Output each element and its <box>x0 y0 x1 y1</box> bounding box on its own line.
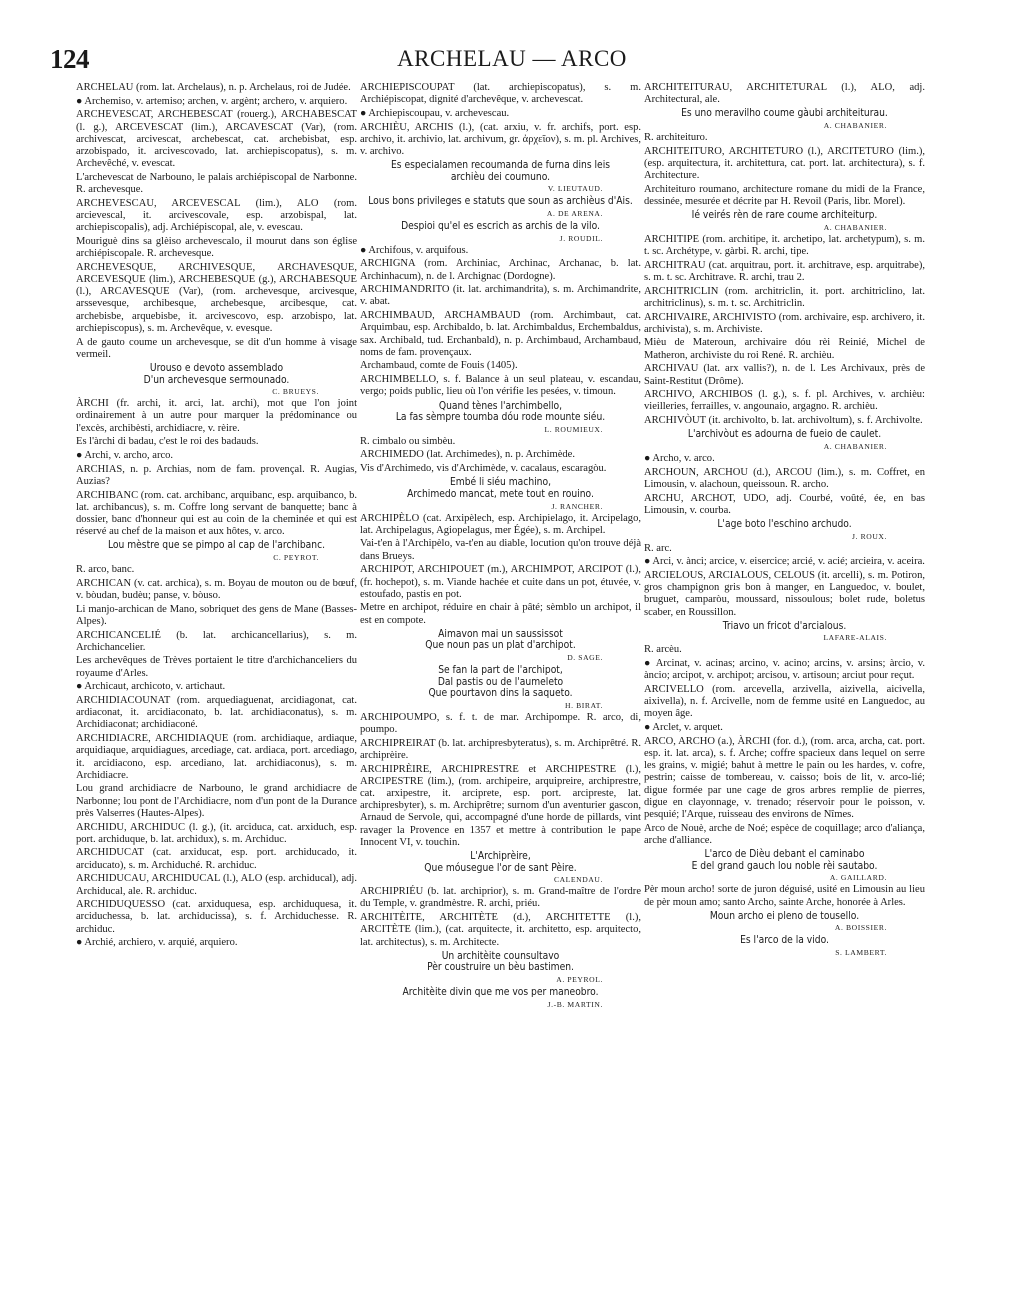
running-head: ARCHELAU — ARCO <box>397 46 627 71</box>
dictionary-entry: ARCHIVAIRE, ARCHIVISTO (rom. archivaire, esp. archivero, it. archivista), s. m. Archiviste. <box>644 311 925 335</box>
quotation-verse: Se fan la part de l'archipot, Dal pastis ou de l'aumeleto Que pourtavon dins la saqueto. <box>428 665 573 700</box>
dictionary-entry: Lou grand archidiacre de Narbouno, le grand archidiacre de Narbonne; lou pont de l'Archidiacre, nom d'un pont de la Durance près Valserres (Hautes-Alpes). <box>76 783 357 819</box>
quotation-author: A. GAILLARD. <box>829 873 887 883</box>
dictionary-entry: ARCO, ARCHO (a.), ÀRCHI (for. d.), (rom. arca, archa, cat. port. esp. it. lat. arca), s. f. Arche; coffre spacieux dans lequel on serre les grains, v. migié; bahut à mettre le pain ou les hardes, v. cofre, pestrin; caisse de tombereau, v. caisso; bois de lit, v. arco-lié; digue formée par une cage de gros arbres remplie de pierres, digue en clayonnage, v. trenado; réservoir pour le poisson, v. pesquié; l'Arque, ruisseau des environs de Nîmes. <box>644 735 925 821</box>
dictionary-entry: Metre en archipot, réduire en chair à pâté; sèmblo un archipot, il est en compote. <box>360 602 641 626</box>
quotation-verse: Embé li siéu machino, Archimedo mancat, mete tout en rouino. <box>407 477 594 500</box>
quotation-verse: Lou mèstre que se pimpo al cap de l'archibanc. <box>107 540 326 552</box>
quotation-author: J. ROUDIL. <box>559 233 603 243</box>
dictionary-entry: ● Archicaut, archicoto, v. artichaut. <box>76 681 226 693</box>
dictionary-entry: ARCHIMEDO (lat. Archimedes), n. p. Archimède. <box>360 449 575 461</box>
dictionary-entry: ARCHIEPISCOUPAT (lat. archiepiscopatus), s. m. Archiépiscopat, dignité d'archevêque, v. archevescat. <box>360 82 641 106</box>
dictionary-entry: Archambaud, comte de Fouis (1405). <box>360 360 518 372</box>
dictionary-entry: ● Arcinat, v. acinas; arcino, v. acino; arcins, v. arsins; àrcio, v. àncio; arcipot, v. archipot; arcisou, v. artisoun; arciut pour reçut. <box>644 658 925 682</box>
dictionary-entry: ARCHIAS, n. p. Archias, nom de fam. provençal. R. Augias, Auzias? <box>76 463 357 487</box>
dictionary-entry: ÀRCHI (fr. archi, it. arci, lat. archi), mot que l'on joint ordinairement à un autre pour marquer la prédominance ou l'excès, archibèsti, archidiacre, v. rèire. <box>76 398 357 434</box>
dictionary-entry: ● Archiepiscoupau, v. archevescau. <box>360 107 510 119</box>
dictionary-entry: R. arcèu. <box>644 644 682 656</box>
dictionary-entry: ARCHITRAU (cat. arquitrau, port. it. architrave, esp. arquitrabe), s. m. t. sc. Architrave. R. archi, trau 2. <box>644 259 925 283</box>
dictionary-entry: Vai-t'en à l'Archipèlo, va-t'en au diable, locution qu'on trouve déjà dans Brueys. <box>360 538 641 562</box>
dictionary-entry: Architeituro roumano, architecture romane du midi de la France, dessinée, mesurée et décrite par H. Revoil (Paris, libr. Morel). <box>644 183 925 208</box>
quotation-verse: Lous bons privileges e statuts que soun as archièus d'Ais. <box>368 196 633 208</box>
dictionary-entry: ARCHIVÒUT (it. archivolto, b. lat. archivoltum), s. f. Archivolte. <box>644 415 923 427</box>
dictionary-entry: ARCHIÈU, ARCHIS (l.), (cat. arxiu, v. fr. archifs, port. esp. archivo, it. archivio, lat. archivum, gr. ἀρχεῖον), s. m. pl. Archives, v. archivo. <box>360 121 641 158</box>
dictionary-entry: A de gauto coume un archevesque, se dit d'un homme à visage vermeil. <box>76 336 357 360</box>
dictionary-entry: ARCHIDU, ARCHIDUC (l. g.), (it. arciduca, cat. arxiduch, esp. port. archiduque, b. lat. archidux), s. m. Archiduc. <box>76 821 357 845</box>
quotation-author: V. LIEUTAUD. <box>547 184 603 194</box>
dictionary-entry: Mouriguè dins sa glèiso archevescalo, il mourut dans son église archiépiscopale. R. archevesque. <box>76 235 357 260</box>
quotation-author: C. PEYROT. <box>273 552 319 562</box>
quotation-verse: L'age boto l'eschino archudo. <box>717 518 852 530</box>
dictionary-entry: ARCIELOUS, ARCIALOUS, CELOUS (it. arcelli), s. m. Potiron, gros champignon gris bon à manger, en Languedoc, v. boulet, bruguet, camparòu, moussard, nissoulous; bolet rude, boletus scaber, en Roussillon. <box>644 569 925 618</box>
dictionary-entry: ARCHIPREIRAT (b. lat. archipresbyteratus), s. m. Archiprêtré. R. archiprèire. <box>360 737 641 761</box>
quotation-author: H. BIRAT. <box>565 700 603 710</box>
quotation-author: CALENDAU. <box>553 875 603 885</box>
dictionary-entry: Li manjo-archican de Mano, sobriquet des gens de Mane (Basses-Alpes). <box>76 603 357 627</box>
dictionary-entry: ARCHIPRÈIRE, ARCHIPRESTRE et ARCHIPESTRE (l.), ARCIPESTRE (lim.), (rom. archipeire, arquipreire, archiprestre, cat. arxipestre, it. arciprete, esp. port. arcipreste, lat. archipresbyter), s. m. Archiprêtre; surnom d'un aventurier gascon, Arnaud de Servole, qui, accompagné d'une horde de pillards, vint ravager la Provence en 1357 et mettre à contribution le pape Innocent VI, v. touchin. <box>360 763 641 848</box>
dictionary-entry: L'archevescat de Narbouno, le palais archiépiscopal de Narbonne. R. archevesque. <box>76 171 357 196</box>
quotation-author: L. ROUMIEUX. <box>544 424 603 434</box>
quotation-author: A. BOISSIER. <box>834 923 887 933</box>
quotation-verse: L'archivòut es adourna de fueio de caulet. <box>687 429 882 441</box>
dictionary-entry: ARCHIGNA (rom. Archiniac, Archinac, Archanac, b. lat. Archinhacum), n. de l. Archignac (Dordogne). <box>360 258 641 282</box>
dictionary-entry: ARCHIVAU (lat. arx vallis?), n. de l. Les Archivaux, près de Saint-Restitut (Drôme). <box>644 363 925 387</box>
dictionary-entry: ARCHELAU (rom. lat. Archelaus), n. p. Archelaus, roi de Judée. <box>76 82 351 93</box>
quotation-verse: Despioi qu'el es escrich as archis de la vilo. <box>401 221 600 232</box>
dictionary-entry: ● Archifous, v. arquifous. <box>360 244 469 256</box>
dictionary-entry: ARCHIDUQUESSO (cat. arxiduquesa, esp. archiduquesa, it. arciduchessa, b. lat. archiducissa), s. f. Archiduchesse. R. archiduc. <box>76 899 357 935</box>
dictionary-entry: R. cimbalo ou simbèu. <box>360 435 456 447</box>
dictionary-entry: ARCHICANCELIÉ (b. lat. archicancellarius), s. m. Archichancelier. <box>76 629 357 653</box>
quotation-verse: Es uno meravilho coume gàubi architeiturau. <box>681 108 888 120</box>
column-3 <box>644 82 925 1282</box>
quotation-verse: Quand tènes l'archimbello, La fas sèmpre toumba dóu rode mounte siéu. <box>395 400 606 424</box>
quotation-author: LAFARE-ALAIS. <box>823 633 887 643</box>
quotation-author: A. PEYROL. <box>556 974 603 984</box>
dictionary-entry: R. architeituro. <box>644 132 708 143</box>
dictionary-entry: ARCHOUN, ARCHOU (d.), ARCOU (lim.), s. m. Coffret, en Limousin, v. alachoun, queissoun. R. archo. <box>644 466 925 490</box>
quotation-verse: Ié veirés rèn de rare coume architeiturp. <box>691 210 878 222</box>
dictionary-entry: ● Arclet, v. arquet. <box>644 722 723 734</box>
dictionary-entry: Mièu de Materoun, archivaire dóu rèi Reinié, Michel de Matheron, archiviste du roi René. R. archièu. <box>644 337 925 361</box>
dictionary-entry: ARCHITEITURO, ARCHITETURO (l.), ARCITETURO (lim.), (esp. arquitectura, it. architettura, cat. port. lat. architectura), s. f. Architecture. <box>644 145 925 182</box>
quotation-verse: Moun archo ei pleno de tousello. <box>709 910 860 922</box>
quotation-verse: Es l'arco de la vido. <box>740 935 829 947</box>
dictionary-entry: ARCHITRICLIN (rom. architriclin, it. port. architriclino, lat. architriclinus), s. m. t. sc. Architriclin. <box>644 285 925 309</box>
dictionary-entry: ARCIVELLO (rom. arcevella, arzivella, aizivella, aicivella, aixivella), n. f. Arcivelle, nom de femme usité en Languedoc, au moyen âge. <box>644 683 925 720</box>
dictionary-entry: ● Archi, v. archo, arco. <box>76 449 174 461</box>
dictionary-entry: ARCHITÈITE, ARCHITÈTE (d.), ARCHITETTE (l.), ARCITÈTE (lim.), (cat. arquitecte, it. architetto, esp. arquitecto, lat. architectus), s. m. Architecte. <box>360 912 641 948</box>
dictionary-entry: ARCHIPRIÉU (b. lat. archiprior), s. m. Grand-maître de l'ordre du Temple, v. grandmèstre. R. archi, priéu. <box>360 886 641 910</box>
dictionary-entry: ARCHIMBELLO, s. f. Balance à un seul plateau, v. escandau, vergo; poids public, lieu où l'on vérifie les pesées, v. timoun. <box>360 374 641 398</box>
dictionary-entry: ARCHIBANC (rom. cat. archibanc, arquibanc, esp. arquibanco, b. lat. archibancus), s. m. Coffre long servant de banquette; banc à dossier, banc d'honneur qui est au coin de la cheminée et qui est réservé au chef de la maison et aux hôtes, v. arco. <box>76 489 357 538</box>
dictionary-entry: ARCHEVESCAU, ARCEVESCAL (lim.), ALO (rom. arcievescal, it. arcivescovale, esp. arzobispal, lat. archiepiscopalis), adj. Archiépiscopal, ale, v. evescau. <box>76 197 357 234</box>
quotation-verse: Architèite divin que me vos per maneobro. <box>402 986 599 998</box>
dictionary-entry: ARCHIPOUMPO, s. f. t. de mar. Archipompe. R. arco, di, poumpo. <box>360 711 641 736</box>
dictionary-entry: R. arc. <box>644 542 672 554</box>
dictionary-entry: ● Arci, v. ànci; arcice, v. eisercice; arcié, v. acié; arcieira, v. aceira. <box>644 556 925 568</box>
quotation-author: S. LAMBERT. <box>835 947 887 957</box>
quotation-author: J. RANCHER. <box>551 501 603 511</box>
column-2 <box>360 82 641 1282</box>
dictionary-entry: ARCHIPÈLO (cat. Arxipèlech, esp. Archipielago, it. Arcipelago, lat. Archipelagus, Agiopelagus, mer Égée), s. m. Archipel. <box>360 512 641 536</box>
dictionary-entry: ARCHITIPE (rom. architipe, it. archetipo, lat. archetypum), s. m. t. sc. Archétype, v. gàrbi. R. archi, tipe. <box>644 233 925 258</box>
quotation-author: A. CHABANIER. <box>823 222 887 232</box>
page-number: 124 <box>50 44 89 74</box>
dictionary-entry: ARCHIVO, ARCHIBOS (l. g.), s. f. pl. Archives, v. archièu: vieilleries, ferrailles, v. angounaio, argagno. R. archièu. <box>644 389 925 413</box>
dictionary-entry: Es l'àrchi di badau, c'est le roi des badauds. <box>76 436 259 448</box>
column-1 <box>76 82 357 1282</box>
quotation-author: J. ROUX. <box>852 531 887 541</box>
quotation-author: A. CHABANIER. <box>823 441 887 451</box>
dictionary-entry: ● Archié, archiero, v. arquié, arquiero. <box>76 937 238 949</box>
dictionary-entry: ARCHIPOT, ARCHIPOUET (m.), ARCHIMPOT, ARCIPOT (l.), (fr. hochepot), s. m. Viande hachée et cuite dans un pot, étuvée, v. estoufado, pastis en pot. <box>360 564 641 600</box>
quotation-verse: Aimavon mai un saussissot Que noun pas un plat d'archipot. <box>425 628 576 652</box>
quotation-author: A. DE ARENA. <box>546 209 603 218</box>
dictionary-entry: ARCHIDUCAU, ARCHIDUCAL (l.), ALO (esp. archiducal), adj. Archiducal, ale. R. archiduc. <box>76 873 357 897</box>
dictionary-entry: ARCHIDIACOUNAT (rom. arquediaguenat, arcidiagonat, cat. ardiaconat, it. arcidiaconato, b. lat. archidiaconatus), s. m. Archidiaconat; archidiaconé. <box>76 695 357 731</box>
quotation-verse: Un architèite counsultavo Pèr coustruire un bèu bastimen. <box>427 950 574 974</box>
dictionary-entry: ● Archemiso, v. artemiso; archen, v. argènt; archero, v. arquiero. <box>76 95 348 107</box>
dictionary-entry: ARCHEVESQUE, ARCHIVESQUE, ARCHAVESQUE, ARCEVESQUE (lim.), ARCHEBESQUE (g.), ARCHABESQUE (l.), ARCAVESQUE (Var), (rom. archevesque, arcivesque, arssevesque, archibesque, archebesque, arcibesque, cat. archebisbe, arquebisbe, it. arcivescovo, esp. arzobispo, lat. archiepiscopus), s. m. Archevêque, v. evesque. <box>76 261 357 334</box>
dictionary-entry: ARCHITEITURAU, ARCHITETURAL (l.), ALO, adj. Architectural, ale. <box>644 82 925 106</box>
dictionary-entry: ARCHIDUCAT (cat. arxiducat, esp. port. archiducado, it. arciducato), s. m. Archiduché. R. archiduc. <box>76 847 357 871</box>
dictionary-entry: ARCHICAN (v. cat. archica), s. m. Boyau de mouton ou de bœuf, v. bòudan, budèu; panse, v. bòuso. <box>76 577 357 601</box>
dictionary-entry: R. arco, banc. <box>76 563 135 575</box>
quotation-verse: Urouso e devoto assemblado D'un archevesque sermounado. <box>143 362 290 386</box>
quotation-verse: L'Archiprèire, Que móusegue l'or de sant Pèire. <box>424 851 577 874</box>
dictionary-entry: ● Archo, v. arco. <box>644 452 715 464</box>
quotation-author: A. CHABANIER. <box>823 121 887 130</box>
quotation-author: D. SAGE. <box>567 653 603 663</box>
dictionary-entry: Pèr moun archo! sorte de juron déguisé, usité en Limousin au lieu de pèr moun amo; santo Archo, sainte Arche, honorée à Arles. <box>644 884 925 908</box>
dictionary-entry: ARCHIMANDRITO (it. lat. archimandrita), s. m. Archimandrite, v. abat. <box>360 284 641 308</box>
quotation-author: J.-B. MARTIN. <box>547 999 603 1009</box>
dictionary-entry: ARCHU, ARCHOT, UDO, adj. Courbé, voûté, ée, en bas Limousin, v. courba. <box>644 492 925 516</box>
quotation-verse: L'arco de Dièu debant el caminabo E del grand gauch lou noble rèi sautabo. <box>691 849 878 872</box>
dictionary-entry: ARCHEVESCAT, ARCHEBESCAT (rouerg.), ARCHABESCAT (l. g.), ARCEVESCAT (lim.), ARCAVESCAT (Var), (rom. archivescat, arcivescat, archebescat, cat. archebisbat, esp. arzobispado, it. arcivescovado, lat. archiepiscopatus), s. m. Archevêché, v. evescat. <box>76 109 357 170</box>
dictionary-entry: Arco de Nouè, arche de Noé; espèce de coquillage; arco d'aliança, arche d'alliance. <box>644 822 925 846</box>
dictionary-entry: Les archevêques de Trèves portaient le titre d'archichanceliers du royaume d'Arles. <box>76 655 357 679</box>
dictionary-entry: Vis d'Archimedo, vis d'Archimède, v. cacalaus, escaragòu. <box>360 463 607 475</box>
quotation-verse: Triavo un fricot d'arcialous. <box>722 620 847 632</box>
dictionary-entry: ARCHIDIACRE, ARCHIDIAQUE (rom. archidiaque, ardiaque, arquidiaque, arquidiagues, arcediage, cat. ardiaca, port. arcediago, it. arcidiacono, esp. arcediano, lat. archidiaconus), s. m. Archidiacre. <box>76 733 357 781</box>
quotation-author: C. BRUEYS. <box>272 387 319 397</box>
quotation-verse: Es especialamen recoumanda de furna dins leis archièu dei coumuno. <box>390 160 611 183</box>
dictionary-entry: ARCHIMBAUD, ARCHAMBAUD (rom. Archimbaut, cat. Arquimbau, esp. Archibaldo, b. lat. Archimbaldus, Erchembaldus, sax. Archibald, tud. Erchanbald), n. p. Archimbaud, Archambaud, noms de fam. provençaux. <box>360 310 641 358</box>
